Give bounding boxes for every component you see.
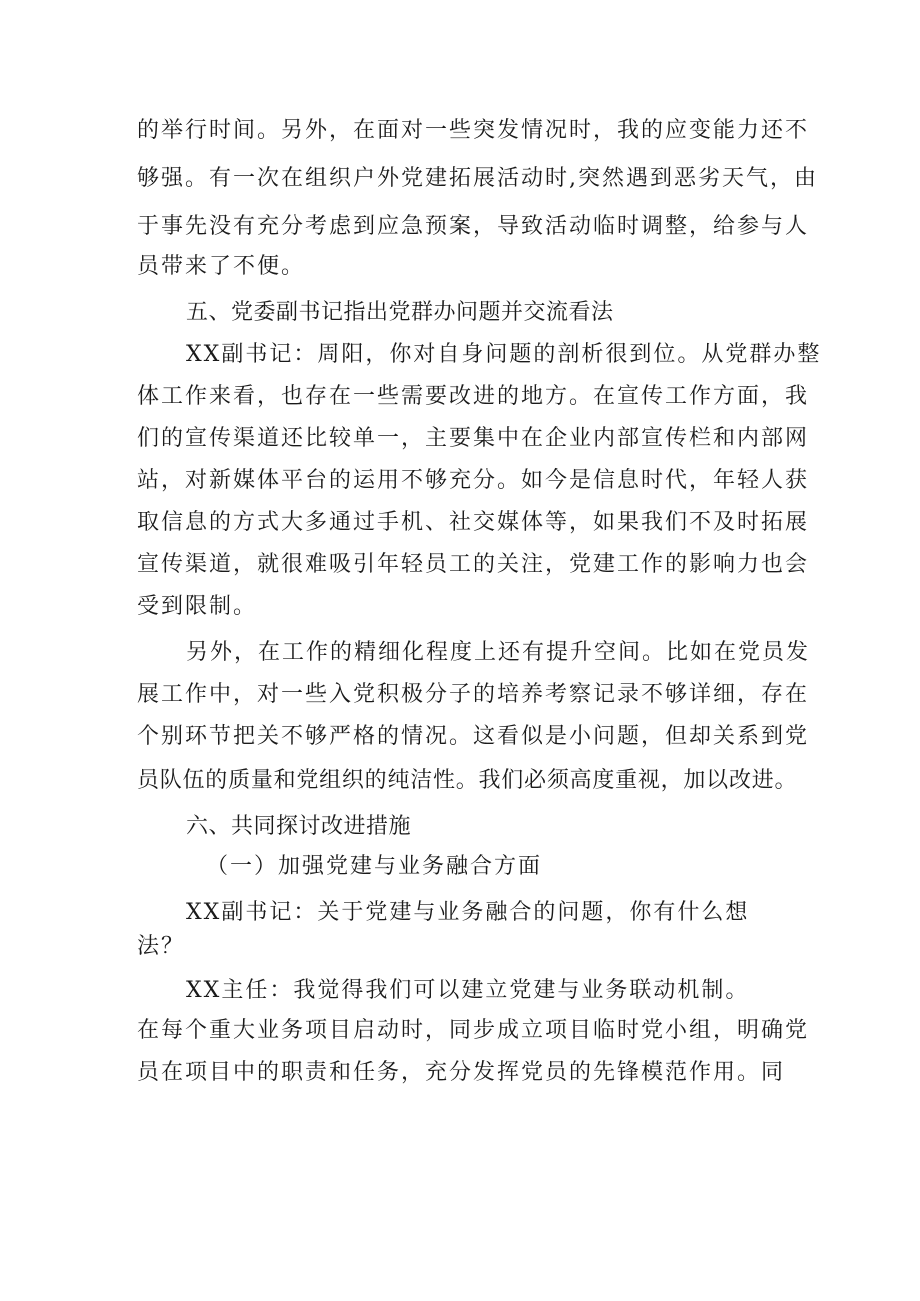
subsection-heading-1: （一）加强党建与业务融合方面 [206,854,543,879]
paragraph-line: 站，对新媒体平台的运用不够充分。如今是信息时代，年轻人获 [137,468,810,493]
paragraph-line: 的举行时间。另外，在面对一些突发情况时，我的应变能力还不 [137,118,810,143]
paragraph-line: 员带来了不便。 [137,254,306,279]
paragraph-line: 员队伍的质量和党组织的纯洁性。我们必须高度重视，加以改进。 [137,768,797,793]
paragraph-line: 展工作中，对一些入党积极分子的培养考察记录不够详细，存在 [137,682,810,707]
paragraph-line: 法？ [137,934,186,959]
paragraph-line: XX副书记：关于党建与业务融合的问题，你有什么想 [186,900,750,925]
paragraph-line: 个别环节把关不够严格的情况。这看似是小问题，但却关系到党 [137,724,810,749]
section-heading-5: 五、党委副书记指出党群办问题并交流看法 [186,300,614,325]
paragraph-line: 另外，在工作的精细化程度上还有提升空间。比如在党员发 [186,640,811,665]
paragraph-line: 取信息的方式大多通过手机、社交媒体等，如果我们不及时拓展 [137,510,810,535]
paragraph-line: XX主任：我觉得我们可以建立党建与业务联动机制。 [186,978,750,1003]
paragraph-line: 体工作来看，也存在一些需要改进的地方。在宣传工作方面，我 [137,384,810,409]
paragraph-line: 够强。有一次在组织户外党建拓展活动时,突然遇到恶劣天气，由 [137,166,818,191]
paragraph-line: 于事先没有充分考虑到应急预案，导致活动临时调整，给参与人 [137,214,810,239]
paragraph-line: 员在项目中的职责和任务，充分发挥党员的先锋模范作用。同 [137,1060,786,1085]
paragraph-line: 在每个重大业务项目启动时，同步成立项目临时党小组，明确党 [137,1018,810,1043]
paragraph-line: XX副书记：周阳，你对自身问题的剖析很到位。从党群办整 [186,342,822,367]
section-heading-6: 六、共同探讨改进措施 [186,814,412,839]
paragraph-line: 们的宣传渠道还比较单一，主要集中在企业内部宣传栏和内部网 [137,426,810,451]
paragraph-line: 受到限制。 [137,594,258,619]
paragraph-line: 宣传渠道，就很难吸引年轻员工的关注，党建工作的影响力也会 [137,552,810,577]
